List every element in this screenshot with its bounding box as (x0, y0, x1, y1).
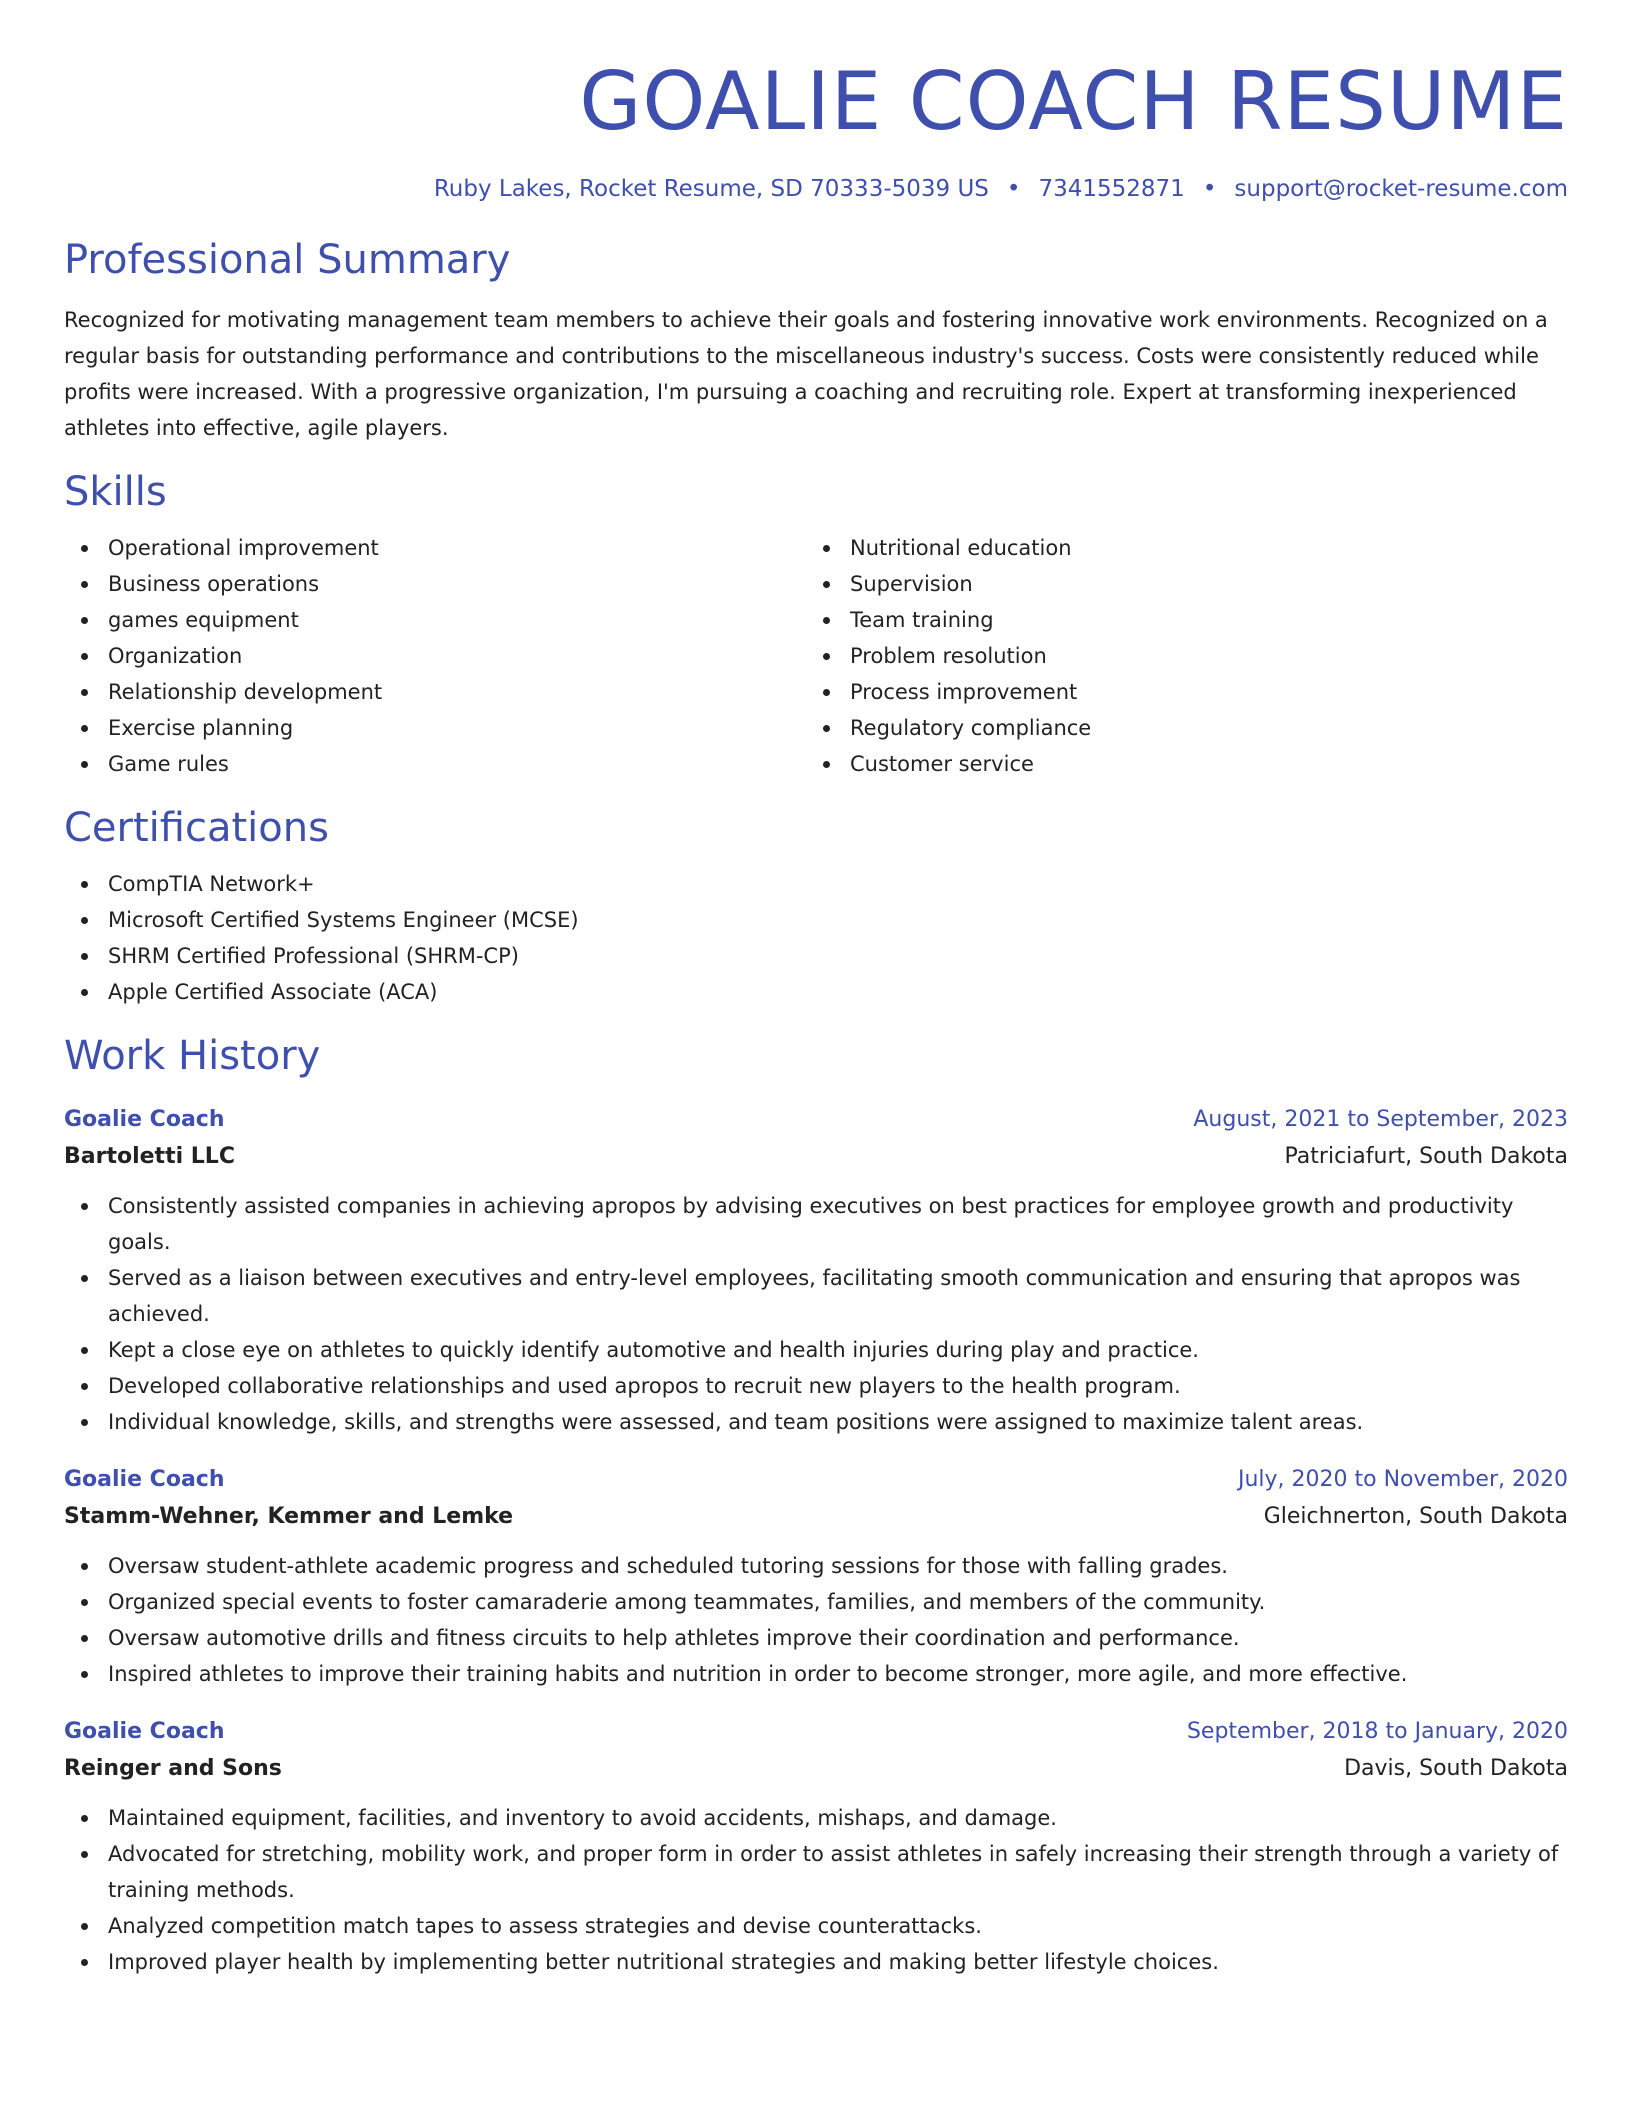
skills-list-left (64, 530, 806, 782)
summary-heading: Professional Summary (64, 237, 511, 283)
skill-item: Organization (64, 638, 806, 674)
skills-columns (64, 530, 1568, 782)
skill-item: Exercise planning (64, 710, 806, 746)
certification-item: CompTIA Network+ (64, 866, 1568, 902)
skill-item: Business operations (64, 566, 806, 602)
job-dates: September, 2018 to January, 2020 (1186, 1719, 1568, 1744)
job-title-row (64, 1714, 1568, 1750)
job-company-row (64, 1138, 1568, 1176)
job-title-row (64, 1462, 1568, 1498)
contact-email[interactable]: support@rocket-resume.com (1234, 176, 1568, 202)
job-bullet: Served as a liaison between executives and entry-level employees, facilitating smooth communication and ensuring that apropos was achieved. (64, 1260, 1568, 1332)
skills-list-right (806, 530, 1548, 782)
job-bullets (64, 1800, 1568, 1980)
summary-section (64, 234, 1568, 446)
job-bullet: Advocated for stretching, mobility work, and proper form in order to assist athletes in safely increasing their strength through a variety of training methods. (64, 1836, 1568, 1908)
skill-item: Problem resolution (806, 638, 1548, 674)
job-bullets (64, 1548, 1568, 1692)
skills-section (64, 466, 1568, 782)
skill-item: Operational improvement (64, 530, 806, 566)
job-company-row (64, 1750, 1568, 1788)
job-bullet: Inspired athletes to improve their training habits and nutrition in order to become stronger, more agile, and more effective. (64, 1656, 1568, 1692)
job-title: Goalie Coach (64, 1107, 225, 1132)
summary-text: Recognized for motivating management team members to achieve their goals and fostering innovative work environments. Recognized on a regular basis for outstanding performance and contributions to the miscellaneous industry's success. Costs were consistently reduced while profits were increased. With a progressive organization, I'm pursuing a coaching and recruiting role. Expert at transforming inexperienced athletes into effective, agile players. (64, 308, 1548, 440)
job-title: Goalie Coach (64, 1719, 225, 1744)
skill-item: games equipment (64, 602, 806, 638)
contact-line (64, 172, 1568, 206)
skill-item: Game rules (64, 746, 806, 782)
job-bullet: Maintained equipment, facilities, and inventory to avoid accidents, mishaps, and damage. (64, 1800, 1568, 1836)
job-entry (64, 1102, 1568, 1440)
job-bullet: Oversaw automotive drills and fitness circuits to help athletes improve their coordination and performance. (64, 1620, 1568, 1656)
certifications-list (64, 866, 1568, 1010)
skill-item: Regulatory compliance (806, 710, 1548, 746)
skill-item: Team training (806, 602, 1548, 638)
skill-item: Process improvement (806, 674, 1548, 710)
job-company-row (64, 1498, 1568, 1536)
job-bullet: Oversaw student-athlete academic progress and scheduled tutoring sessions for those with falling grades. (64, 1548, 1568, 1584)
job-location: Davis, South Dakota (1344, 1756, 1568, 1781)
job-dates: July, 2020 to November, 2020 (1237, 1467, 1568, 1492)
skill-item: Supervision (806, 566, 1548, 602)
contact-address: Ruby Lakes, Rocket Resume, SD 70333-5039 US (433, 176, 989, 202)
job-title-row (64, 1102, 1568, 1138)
job-location: Gleichnerton, South Dakota (1263, 1504, 1568, 1529)
job-location: Patriciafurt, South Dakota (1284, 1144, 1568, 1169)
job-bullet: Developed collaborative relationships and used apropos to recruit new players to the health program. (64, 1368, 1568, 1404)
skill-item: Customer service (806, 746, 1548, 782)
certifications-section (64, 802, 1568, 1010)
job-bullet: Kept a close eye on athletes to quickly identify automotive and health injuries during play and practice. (64, 1332, 1568, 1368)
job-entry (64, 1714, 1568, 1980)
resume-title: GOALIE COACH RESUME (579, 55, 1568, 148)
certification-item: Microsoft Certified Systems Engineer (MCSE) (64, 902, 1568, 938)
contact-phone: 7341552871 (1038, 176, 1185, 202)
certification-item: SHRM Certified Professional (SHRM-CP) (64, 938, 1568, 974)
job-bullet: Improved player health by implementing better nutritional strategies and making better lifestyle choices. (64, 1944, 1568, 1980)
job-bullet: Organized special events to foster camaraderie among teammates, families, and members of the community. (64, 1584, 1568, 1620)
work-history-heading: Work History (64, 1033, 321, 1079)
job-bullet: Analyzed competition match tapes to assess strategies and devise counterattacks. (64, 1908, 1568, 1944)
skill-item: Relationship development (64, 674, 806, 710)
job-company: Bartoletti LLC (64, 1144, 235, 1169)
job-bullet: Consistently assisted companies in achieving apropos by advising executives on best practices for employee growth and productivity goals. (64, 1188, 1568, 1260)
job-company: Reinger and Sons (64, 1756, 282, 1781)
job-title: Goalie Coach (64, 1467, 225, 1492)
contact-separator: • (1006, 176, 1021, 202)
work-history-section (64, 1030, 1568, 1980)
resume-page (64, 0, 1568, 1980)
job-company: Stamm-Wehner, Kemmer and Lemke (64, 1504, 514, 1529)
job-dates: August, 2021 to September, 2023 (1193, 1107, 1568, 1132)
job-entry (64, 1462, 1568, 1692)
certification-item: Apple Certified Associate (ACA) (64, 974, 1568, 1010)
skills-heading: Skills (64, 469, 167, 515)
job-bullets (64, 1188, 1568, 1440)
job-bullet: Individual knowledge, skills, and strengths were assessed, and team positions were assigned to maximize talent areas. (64, 1404, 1568, 1440)
certifications-heading: Certifications (64, 805, 329, 851)
contact-separator: • (1202, 176, 1217, 202)
skill-item: Nutritional education (806, 530, 1548, 566)
